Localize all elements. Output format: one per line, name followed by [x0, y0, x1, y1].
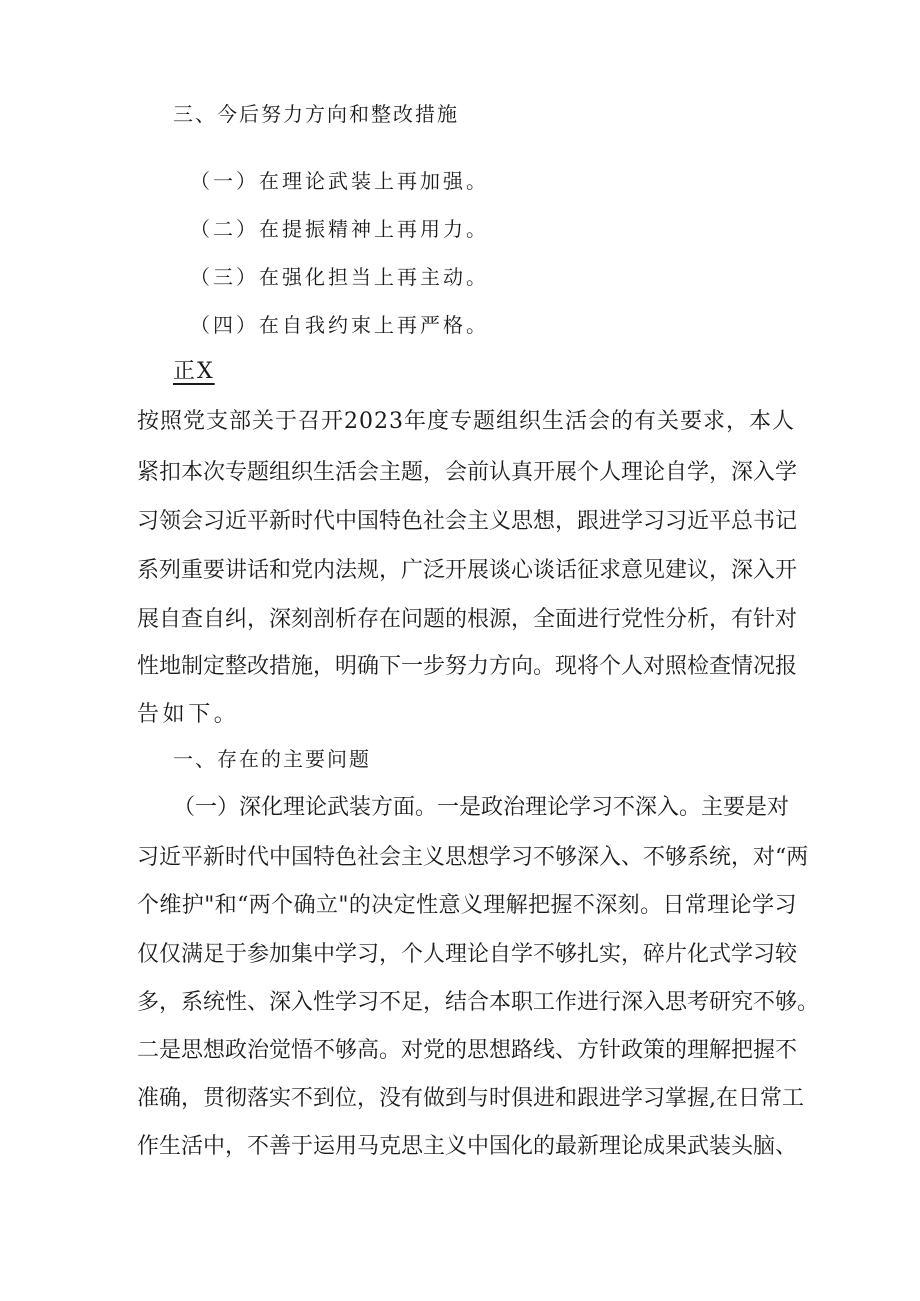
- section1-line-2: 习近平新时代中国特色社会主义思想学习不够深入、不够系统，对“两: [137, 845, 809, 870]
- section1-line-1: （一）深化理论武装方面。一是政治理论学习不深入。主要是对: [173, 795, 790, 820]
- intro-line-7: 告如下。: [137, 702, 240, 727]
- intro-line-5: 展自查自纠，深刻剖析存在问题的根源，全面进行党性分析，有针对: [137, 607, 798, 632]
- section1-line-6: 二是思想政治觉悟不够高。对党的思想路线、方针政策的理解把握不: [137, 1038, 798, 1063]
- section1-line-5: 多，系统性、深入性学习不足，结合本职工作进行深入思考研究不够。: [137, 990, 820, 1015]
- intro-line-6: 性地制定整改措施，明确下一步努力方向。现将个人对照检查情况报: [137, 654, 798, 679]
- section1-heading: 一、存在的主要问题: [173, 747, 371, 771]
- section3-item-4: （四）在自我约束上再严格。: [190, 313, 489, 337]
- intro-line-1: 按照党支部关于召开2023年度专题组织生活会的有关要求，本人: [137, 409, 795, 434]
- section1-line-4: 仅仅满足于参加集中学习，个人理论自学不够扎实，碎片化式学习较: [137, 942, 798, 967]
- section3-item-1: （一）在理论武装上再加强。: [190, 169, 489, 193]
- section3-item-3: （三）在强化担当上再主动。: [190, 265, 489, 289]
- section1-line-3: 个维护"和“两个确立"的决定性意义理解把握不深刻。日常理论学习: [137, 893, 797, 918]
- intro-line-3: 习领会习近平新时代中国特色社会主义思想，跟进学习习近平总书记: [137, 509, 798, 534]
- section1-line-7: 准确，贯彻落实不到位，没有做到与时俱进和跟进学习掌握,在日常工: [137, 1086, 804, 1111]
- intro-line-2: 紧扣本次专题组织生活会主题，会前认真开展个人理论自学，深入学: [137, 460, 798, 485]
- intro-line-4: 系列重要讲话和党内法规，广泛开展谈心谈话征求意见建议，深入开: [137, 558, 798, 583]
- section1-line-8: 作生活中，不善于运用马克思主义中国化的最新理论成果武装头脑、: [137, 1134, 798, 1159]
- section3-heading: 三、今后努力方向和整改措施: [173, 102, 459, 126]
- section3-item-2: （二）在提振精神上再用力。: [190, 217, 489, 241]
- zheng-x-label: 正X: [173, 359, 215, 384]
